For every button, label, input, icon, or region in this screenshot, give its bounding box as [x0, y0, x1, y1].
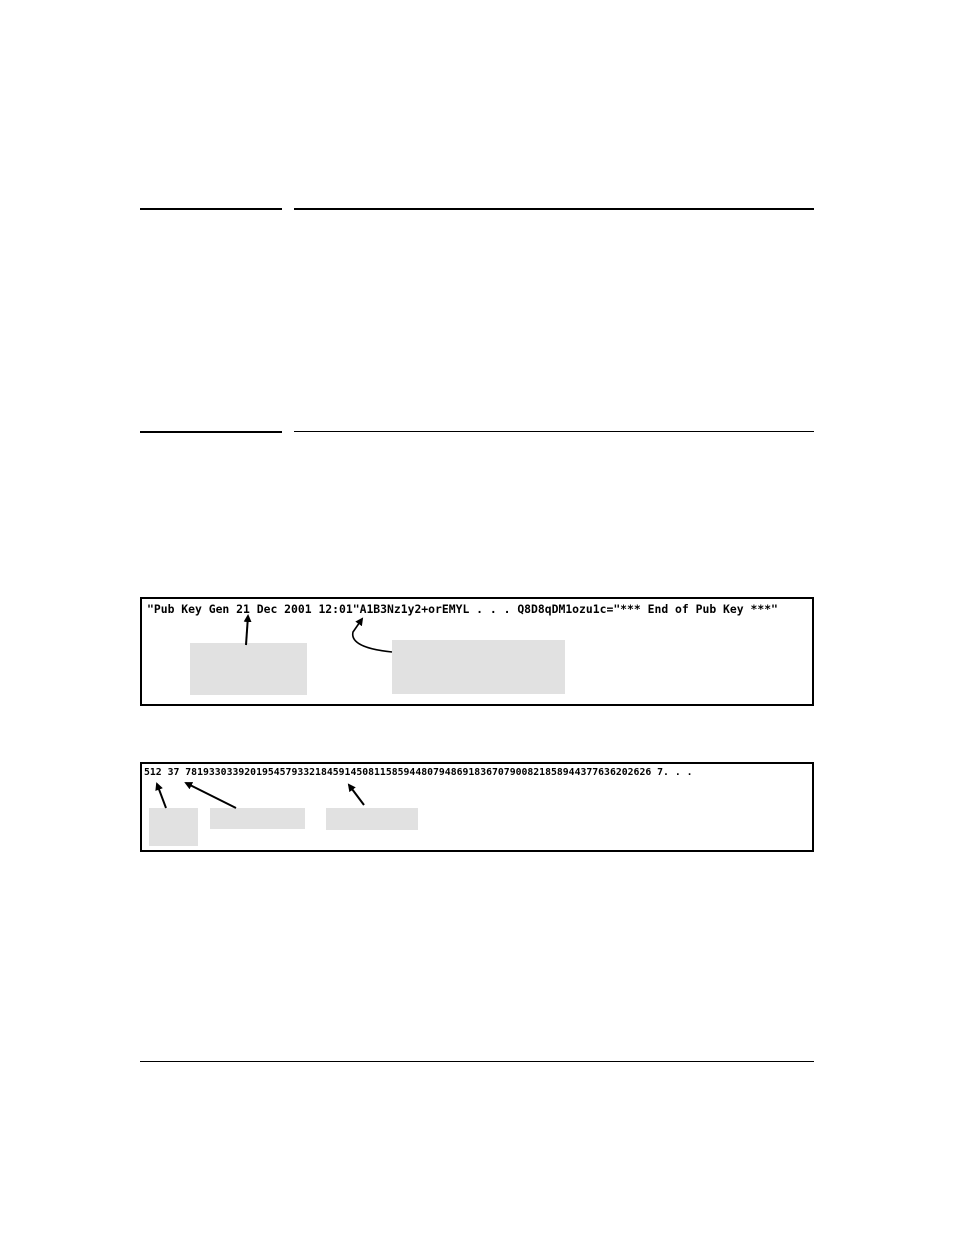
- arrow-to-modulus: [349, 785, 364, 805]
- arrow-to-comment: [246, 616, 248, 645]
- public-key-line: "Pub Key Gen 21 Dec 2001 12:01"A1B3Nz1y2+orEMYL . . . Q8D8qDM1ozu1c="*** End of Pub Key ***": [147, 602, 778, 616]
- arrow-to-bit-size: [157, 784, 166, 808]
- arrow-to-exponent: [186, 783, 236, 808]
- footer-rule: [140, 1061, 814, 1062]
- numeric-key-line: 512 37 7819330339201954579332184591450811585944807948691836707900821858944377636202626 7. . .: [144, 767, 693, 778]
- arrow-to-key-data: [353, 619, 392, 652]
